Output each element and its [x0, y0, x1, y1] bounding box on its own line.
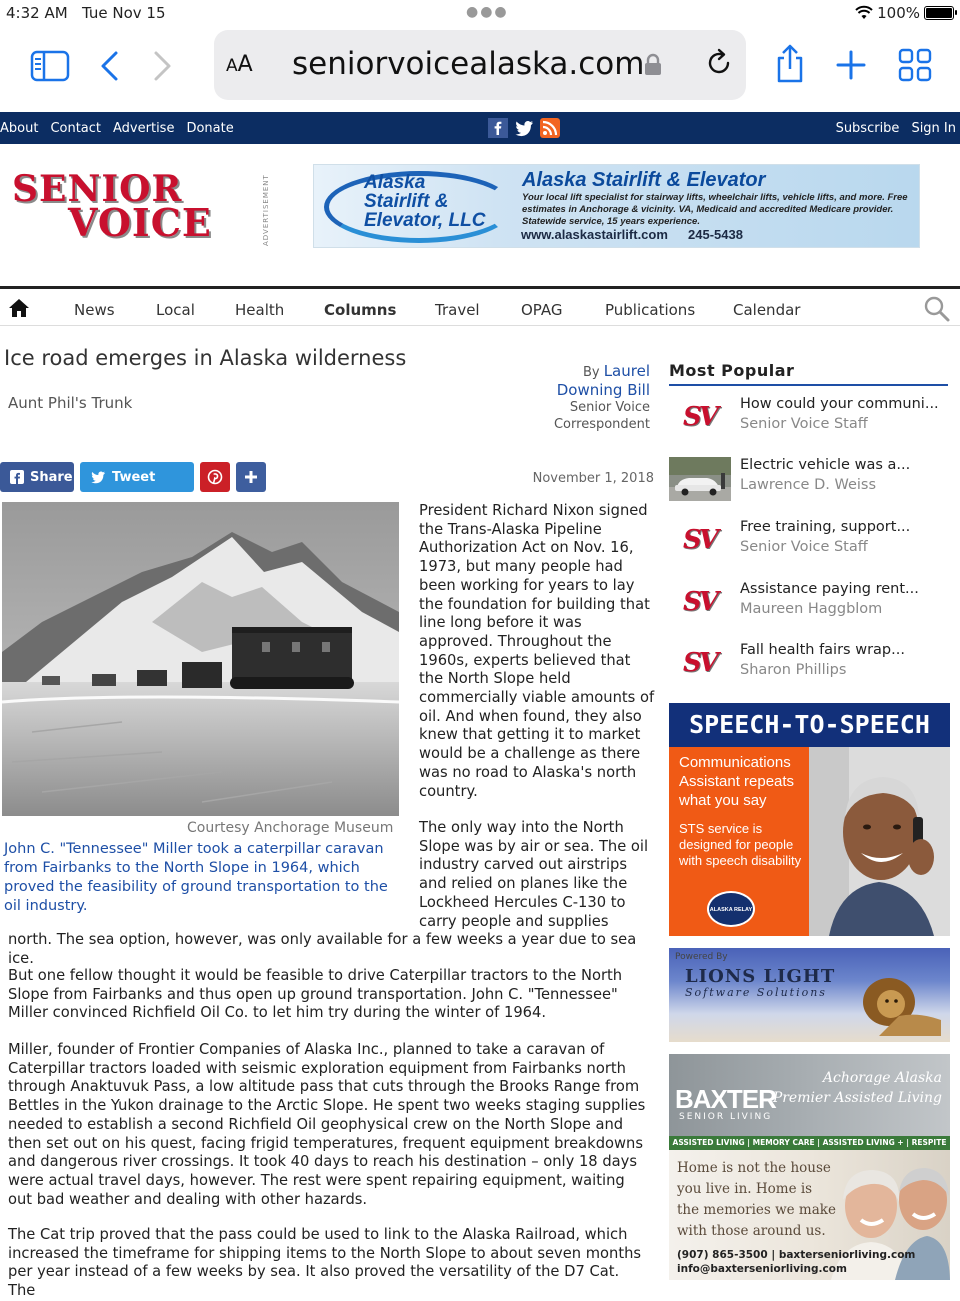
lock-icon: [644, 54, 662, 76]
most-popular-rule: [669, 384, 948, 386]
photo-credit: Courtesy Anchorage Museum: [187, 820, 394, 836]
nav-columns[interactable]: Columns: [324, 301, 397, 319]
search-icon[interactable]: [924, 296, 950, 322]
baxter-senior-living-ad[interactable]: [669, 1054, 950, 1280]
baxter-lower: [669, 1150, 950, 1280]
caravan-photo-graphic: [2, 502, 399, 816]
most-popular-heading: Most Popular: [669, 361, 795, 380]
sts-panel: [669, 747, 809, 936]
sts-line-1: Communications Assistant repeats what you say: [679, 754, 795, 809]
lions-light-name: LIONS LIGHT: [685, 966, 836, 987]
man-on-phone-image: [809, 747, 950, 936]
facebook-icon: [10, 470, 24, 484]
popular-item[interactable]: [669, 581, 949, 633]
popular-item[interactable]: [669, 396, 949, 448]
popular-author: Lawrence D. Weiss: [740, 477, 877, 493]
stairlift-banner-ad[interactable]: [313, 164, 920, 248]
main-nav: [0, 286, 960, 326]
nav-travel[interactable]: Travel: [435, 301, 480, 319]
advertisement-label: ADVERTISEMENT: [262, 174, 270, 246]
home-icon[interactable]: [8, 298, 30, 318]
popular-title[interactable]: How could your communi...: [740, 396, 939, 412]
popular-item[interactable]: [669, 642, 949, 694]
browser-toolbar: [0, 28, 960, 112]
about-link[interactable]: About: [0, 121, 39, 136]
facebook-icon[interactable]: [488, 118, 508, 138]
pinterest-share-button[interactable]: [200, 462, 230, 492]
more-share-button[interactable]: [236, 462, 266, 492]
baxter-contact: (907) 865-3500 | baxterseniorliving.com info@baxterseniorliving.com: [677, 1249, 916, 1275]
senior-voice-logo[interactable]: SENIOR VOICE: [12, 168, 212, 245]
ad-phone: 245-5438: [688, 227, 743, 242]
article-paragraph-2-cont: north. The sea option, however, was only available for a few weeks a year due to sea ice.: [8, 931, 637, 967]
nav-calendar[interactable]: Calendar: [733, 301, 801, 319]
article-paragraph-1: President Richard Nixon signed the Trans-Alaska Pipeline Authorization Act on Nov. 16, 1973, but many people had been working for years to lay the foundation for building that line long before it was approved. Throughout the 1960s, experts believed that the North Slope held commercially viable amounts of oil. And when found, they also knew that getting it to market would be a challenge as there was no road to Alaska's north country.: [419, 502, 655, 800]
nav-opag[interactable]: OPAG: [521, 301, 563, 319]
new-tab-icon[interactable]: [836, 50, 866, 80]
electric-vehicle-thumbnail: [669, 457, 731, 501]
sv-thumbnail: SV: [683, 648, 716, 678]
popular-author: Maureen Haggblom: [740, 601, 883, 617]
pinterest-icon: [207, 469, 223, 485]
nav-publications[interactable]: Publications: [605, 301, 696, 319]
baxter-headline: Achorage Alaska Premier Assisted Living: [772, 1070, 942, 1106]
status-right: [855, 4, 954, 22]
ad-website: www.alaskastairlift.com: [521, 227, 668, 242]
twitter-icon[interactable]: [514, 118, 534, 138]
speech-to-speech-ad[interactable]: [669, 703, 950, 936]
tweet-button[interactable]: Tweet: [80, 462, 194, 492]
sidebar-icon[interactable]: [30, 50, 70, 82]
popular-author: Sharon Phillips: [740, 662, 847, 678]
article-date: November 1, 2018: [532, 471, 654, 486]
author-role: Senior Voice: [569, 400, 650, 415]
url-text[interactable]: seniorvoicealaska.com: [292, 46, 645, 82]
sign-in-link[interactable]: Sign In: [911, 121, 956, 136]
baxter-quote: Home is not the house you live in. Home is the memories we make with those around us.: [677, 1160, 836, 1239]
photo-caption: John C. "Tennessee" Miller took a caterpillar caravan from Fairbanks to the North Slope in 1964, which proved the feasibility of ground transportation to the oil industry.: [4, 841, 388, 914]
reload-icon[interactable]: [704, 48, 734, 78]
forward-icon[interactable]: [152, 50, 174, 82]
nav-health[interactable]: Health: [235, 301, 285, 319]
popular-author: Senior Voice Staff: [740, 539, 868, 555]
status-time: 4:32 AM Tue Nov 15: [6, 4, 166, 22]
battery-icon: [924, 6, 954, 20]
ad-description: Your local lift specialist for stairway lifts, wheelchair lifts, vehicle lifts, and more. Free estimates in Anchorage & vicinity. VA, Medicaid and accredited Medicare provider. Statewide service, 15 years experience.: [522, 192, 908, 227]
battery-percent: 100%: [877, 4, 920, 22]
article-paragraph-5: The Cat trip proved that the pass could be used to link to the Alaska Railroad, which increased the timeframe for shipping items to the North Slope to about seven months per year instead of a few weeks by sea. It also proved the versatility of the D7 Cat. The: [8, 1226, 642, 1300]
popular-title[interactable]: Fall health fairs wrap...: [740, 642, 905, 658]
article-photo[interactable]: [2, 502, 399, 816]
article-paragraph-3: But one fellow thought it would be feasible to drive Caterpillar tractors to the North Slope from Fairbanks and thus open up ground transportation. John C. "Tennessee" Miller convinced Richfield Oil Co. to let him try during the winter of 1964.: [8, 967, 623, 1022]
tabs-overview-icon[interactable]: [898, 48, 932, 82]
multitasking-dots[interactable]: ●●●: [466, 4, 509, 20]
share-bar: [0, 462, 266, 492]
article-paragraph-4: Miller, founder of Frontier Companies of Alaska Inc., planned to take a caravan of Caterpillar tractors loaded with seismic exploration equipment from Fairbanks north through Anaktuvuk Pass, a low altitude pass that cuts through the Brooks Range from Bettles in the Yukon drainage to the Arctic Slope. He spent two weeks staging supplies needed to establish a second Richfield Oil geophysical crew on the North Slope and then set out on his quest, facing frigid temperatures, frequent equipment breakdowns and dangerous river crossings. It took 40 days to reach his destination – only 18 days were actual travel days, however. The rest were spent repairing equipment, waiting out bad weather and dealing with other hazards.: [8, 1041, 646, 1208]
facebook-share-button[interactable]: Share: [0, 462, 74, 492]
baxter-sub: SENIOR LIVING: [679, 1112, 773, 1122]
baxter-logo: BAXTER: [675, 1084, 776, 1114]
sts-heading: SPEECH-TO-SPEECH: [669, 703, 950, 747]
author-role-2: Correspondent: [553, 417, 650, 432]
sts-line-2: STS service is designed for people with speech disability: [679, 821, 802, 868]
sv-thumbnail: SV: [683, 587, 716, 617]
back-icon[interactable]: [98, 50, 120, 82]
powered-by-label: Powered By: [675, 952, 728, 962]
status-bar: [0, 0, 960, 28]
advertise-link[interactable]: Advertise: [113, 121, 175, 136]
byline: [450, 362, 650, 433]
article-section[interactable]: Aunt Phil's Trunk: [8, 394, 133, 412]
address-bar[interactable]: [214, 30, 746, 100]
nav-news[interactable]: News: [74, 301, 115, 319]
popular-title[interactable]: Free training, support...: [740, 519, 911, 535]
lions-light-tagline: Software Solutions: [685, 986, 827, 999]
article-title: Ice road emerges in Alaska wilderness: [4, 346, 407, 370]
text-size-button[interactable]: AA: [226, 52, 253, 77]
plus-icon: [243, 469, 259, 485]
contact-link[interactable]: Contact: [50, 121, 102, 136]
popular-author: Senior Voice Staff: [740, 416, 868, 432]
subscribe-link[interactable]: Subscribe: [835, 121, 900, 136]
lions-light-ad[interactable]: [669, 948, 950, 1042]
twitter-icon: [90, 470, 106, 484]
wifi-icon: [855, 6, 873, 20]
site-topbar: [0, 112, 960, 144]
donate-link[interactable]: Donate: [186, 121, 234, 136]
popular-title[interactable]: Electric vehicle was a...: [740, 457, 911, 473]
sv-thumbnail: SV: [683, 402, 716, 432]
article-paragraph-2: The only way into the North Slope was by air or sea. The oil industry carved out airstrips and relied on planes like the Lockheed Hercules C-130 to carry people and supplies: [419, 819, 649, 930]
alaska-relay-badge: ALASKA RELAY: [707, 891, 755, 927]
popular-item[interactable]: [669, 457, 949, 509]
author-link-2[interactable]: Downing Bill: [556, 381, 650, 399]
share-icon[interactable]: [774, 44, 806, 84]
lion-icon: [849, 972, 945, 1036]
rss-icon[interactable]: [540, 118, 560, 138]
sv-thumbnail: SV: [683, 525, 716, 555]
author-link-1[interactable]: Laurel: [603, 362, 650, 380]
ad-title: Alaska Stairlift & Elevator: [522, 169, 766, 191]
popular-title[interactable]: Assistance paying rent...: [740, 581, 919, 597]
ad-brand: Alaska Stairlift & Elevator, LLC: [364, 172, 486, 231]
popular-item[interactable]: [669, 519, 949, 571]
nav-local[interactable]: Local: [156, 301, 195, 319]
byline-prefix: By: [582, 365, 600, 380]
baxter-services: ASSISTED LIVING | MEMORY CARE | ASSISTED LIVING + | RESPITE: [669, 1136, 950, 1150]
